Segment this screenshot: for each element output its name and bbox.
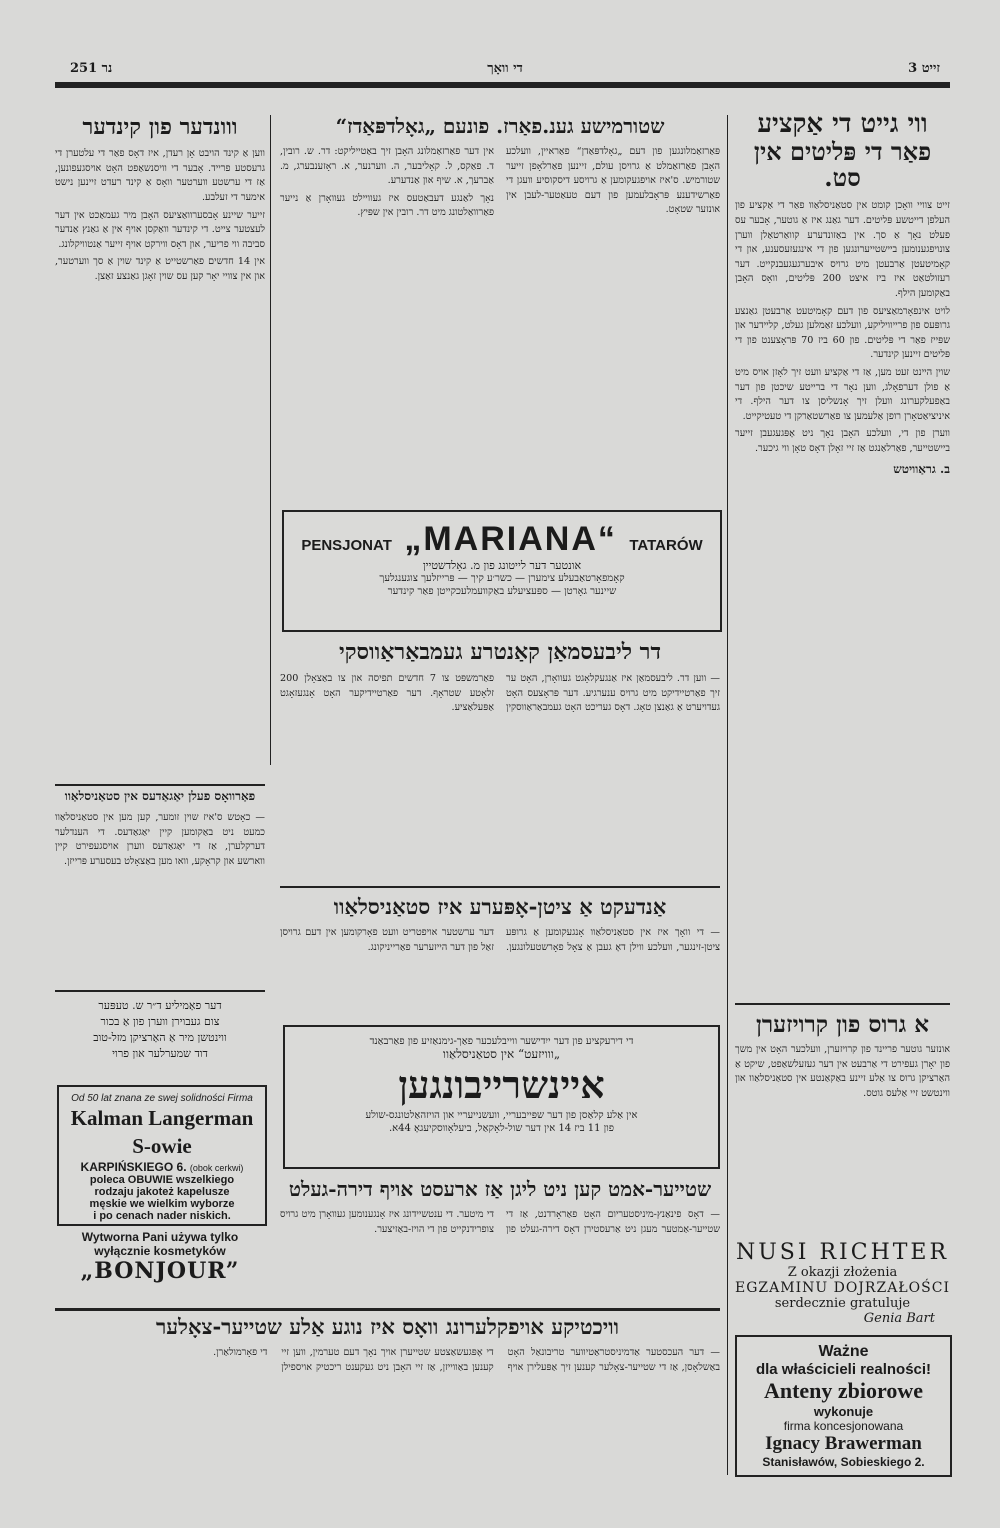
congrats-from: Genia Bart <box>863 1311 935 1326</box>
mazltov-notice <box>55 998 265 1078</box>
paragraph: אין 14 חדשים פאַרשטייט אַ קינד שוין אַ סך ווערטער, און אין צוויי יאָר קען עס שוין זאָגן גאַנצע זאַצן. <box>55 256 265 282</box>
mariana-word: PENSJONAT <box>301 537 392 554</box>
paragraph: לויט אינפאָרמאַציעס פון דעם קאָמיטעט אַרבעטן גאַנצע גרופּעס פון פרייוויליקע, וועלכע זאַמלען געלט, קליידער און שפּייז פאַר די פּליטים. פון 60 ביז 70 פּראָצענט פון די פּליטים זיינען קינדער. <box>735 305 950 361</box>
article-tax <box>280 1178 720 1308</box>
ad-line: Od 50 lat znana ze swej solidności Firma <box>71 1093 253 1104</box>
ad-landmark: (obok cerkwi) <box>189 1163 244 1173</box>
notice-line: צום געבוירן ווערן פון אַ בכור <box>100 1015 220 1028</box>
section-rule <box>55 784 265 786</box>
ad-line: Ważne <box>818 1343 869 1360</box>
article-appeal <box>55 1315 720 1475</box>
paragraph: אין דער פאַרזאַמלונג האָבן זיך באַטייליקט: דר. ש. רובין, ד. פאַקס, ל. קאָליבער, ה. ווערנער, א. ראָזענבערג, מ. אַברעך, א. שיף און אַנדערע. <box>280 146 494 187</box>
header-rule <box>55 82 950 88</box>
ad-line: firma koncesjonowana <box>783 1419 904 1433</box>
ad-line: dla właścicieli realności! <box>755 1361 932 1378</box>
article-signature: ב. גראַוויטש <box>893 462 950 477</box>
ad-line: poleca OBUWIE wszelkiego <box>89 1174 235 1186</box>
notice-line: דער פאַמיליע ד״ר ש. טעפּער <box>98 999 222 1012</box>
paragraph: זייער שיינע אָבסערוואַציעס האָבן מיר געמאַכט אין דער לעצטער צייט. די קינדער וואַקסן אויף אין אַ גאַנץ אַנדער סביבה ווי פריער, און דאָס ווירקט אויף זייער אַנטוויקלונג. <box>55 209 265 250</box>
mariana-line: אונטער דער לייטונג פון מ. גאָלדשטיין <box>422 559 582 572</box>
ad-address <box>59 1160 265 1174</box>
section-rule <box>280 886 720 888</box>
article-body: — די וואָך איז אין סטאַניסלאַוו אָנגעקומען אַ גרופּע ציטן-זינגער, וועלכע ווילן דאָ געבן אַ צאָל פאָרשטעלונגען. דער ערשטער אויפטריט וועט פאָרקומען אין דעם גרויסן זאַל פון דער הייזערער פאַרייניקונג. <box>280 927 720 953</box>
congrats-name: NUSI RICHTER <box>735 1240 950 1265</box>
article-headline: וויכטיקע אויפקלערונג וואָס איז נוגע אַלע שטייער-צאָלער <box>155 1315 620 1339</box>
congrats-line: Z okazji złożenia <box>787 1265 898 1280</box>
article-body: — דער העכסטער אַדמיניסטראַטיווער טריבונאַל האָט באַשלאָסן, אַז די שטייער-צאָלער קענען זיך אַפּעלירן אויף די אָפּגעשאַצטע שטייערן אויך נאָך דעם טערמין, ווען זיי קענען באַווייזן, אַז זיי האָבן ניט געקענט ריכטיק אויספילן די פאָרמולאַרן. <box>213 1347 720 1373</box>
article-body <box>735 199 950 477</box>
page-number: זייט 3 <box>908 61 940 76</box>
antenna-ad <box>735 1335 952 1477</box>
article-action-refugees <box>735 110 950 1100</box>
article-headline: שטייער-אמט קען ניט ליגן אַז ארעסט אויף דירה-געלט <box>288 1178 712 1201</box>
ad-line: Wytworna Pani używa tylko <box>81 1230 239 1244</box>
ad-line: wyłącznie kosmetyków <box>94 1244 226 1258</box>
langerman-ad <box>57 1085 267 1226</box>
newspaper-title: די וואָך <box>487 61 523 76</box>
article-body <box>280 145 720 222</box>
ad-line: Kalman Langerman S-owie <box>70 1106 254 1158</box>
mariana-ad <box>282 510 722 632</box>
congrats-line: serdecznie gratuluje <box>774 1296 911 1311</box>
mariana-title-row <box>284 520 720 559</box>
article-body: — ווען דר. ליבעסמאַן איז אַנגעקלאָגט געוואָרן, האָט ער זיך פאַרטיידיקט מיט גרויס ענערגיע. דער פּראָצעס האָט געדויערט אַ גאַנצן טאָג. דאָס געריכט האָט געמבאַראַווסקין פאַרמשפּט צו 7 חדשים תפיסה און צו באַצאָלן 200 זלאָטע שטראָף. דער פאַרטיידיקער האָט אָנגעזאָגט אַפּעלאַציע. <box>280 673 720 714</box>
gym-title: איינשרייבונגען <box>398 1062 605 1107</box>
notice-line: ווינטשן מיר אַ האַרציקן מזל-טוב <box>93 1031 227 1044</box>
ad-line: Stanisławów, Sobieskiego 2. <box>762 1455 925 1469</box>
article-opera <box>280 895 720 1015</box>
article-doctor <box>280 640 720 885</box>
article-kreuzer <box>735 1012 950 1237</box>
congrats-line: EGZAMINU DOJRZAŁOŚCI <box>735 1280 950 1296</box>
paragraph: שוין היינט זעט מען, אַז די אַקציע וועט זיך לאָזן אויס מיט אַ פולן דערפאָלג, ווען נאָר די ברייטע שיכטן פון דער באַפעלקערונג וועלן זיך אָנשליסן צו דער הילף. די איניציאַטאָרן רופן אַלעמען צו פאַרשטאַרקן די טעטיקייט. <box>735 366 950 422</box>
article-berries <box>55 790 265 990</box>
article-goldfaden <box>280 115 720 505</box>
congrats-ad <box>735 1240 950 1330</box>
issue-number: נר 251 <box>70 61 113 76</box>
section-rule <box>55 1308 720 1311</box>
article-body <box>55 147 265 284</box>
column-divider <box>727 115 728 1475</box>
article-headline: אַנדעקט אַ ציטן-אָפּערע איז סטאַניסלאַוו <box>333 895 667 919</box>
gym-line: פון 11 ביז 14 אין דער שול-לאָקאַל, ביעלאָווסקיעגאָ 44א. <box>388 1123 615 1134</box>
section-rule <box>55 990 265 992</box>
column-divider <box>270 115 271 765</box>
mariana-name: „MARIANA“ <box>404 520 617 558</box>
article-body: — כאָטש ס'איז שוין זומער, קען מען אין סטאַניסלאַוו כמעט ניט באַקומען קיין יאַגאַדעס. די הענדלער דערקלערן, אַז די יאַגאַדעס ווערן אויסגעפירט קיין ווארשע און קראָקע, וואו מען באַצאָלט בעסערע פּרייזן. <box>55 812 265 867</box>
article-subheadline: פאַר די פּליטים אין סט. <box>753 136 932 192</box>
ad-line: wykonuje <box>813 1404 874 1419</box>
ad-line: i po cenach nader niskich. <box>93 1210 231 1222</box>
paragraph: זייט צוויי וואָכן קומט אין סטאַניסלאַוו פאַר די אַקציע פון העלפן דייטשע פּליטים. דער גאַנג איז אַ גוטער, אָבער עס פעלט נאָך אַ סך. אין באַזונדערע קוואַרטאַלן ווערן צונויפגענומען ביישטייערונגען פון די אינגעזעסענע, און די קאָמיטעטן אַרבעטן מיט גרויס איבערגעגעבנקייט. דער רעזולטאַט איז ביז איצט 200 פּליטים, וואָס האָבן באַקומען הילף. <box>735 200 950 299</box>
ad-street: KARPIŃSKIEGO 6. <box>80 1160 187 1174</box>
ad-line: Ignacy Brawerman <box>765 1433 922 1454</box>
gym-line: אין אַלע קלאַסן פון דער שפּייבעריי, וועשנייעריי און הויזהאַלטונגס-שולע <box>365 1110 638 1121</box>
mariana-line: שיינער גאָרטן — ספּעציעלע באַקוועמלעכקייטן פאַר קינדער <box>387 586 617 597</box>
ad-brand: „BONJOUR” <box>80 1258 240 1284</box>
paragraph: ווערן פון די, וועלכע האָבן נאָך ניט אָפּגעגעבן זייער ביישטייער, פאַרלאַנגט אַז זיי זאָלן דאָס טאָן ווי גיכער. <box>735 428 950 454</box>
article-headline: א גרוס פון קרויזערן <box>755 1012 930 1038</box>
paragraph: ווען אַ קינד הויבט אָן רעדן, איז דאָס פאַר די עלטערן די גרעסטע פרייד. אָבער די וויסנשאַפט האָט אויסגעפונען, אַז די ערשטע ווערטער וואָס אַ קינד רעדט זיינען נישט אימער די זעלבע. <box>55 148 265 203</box>
paragraph: נאָך לאַנגע דעבאַטעס איז געוויילט געוואָרן אַ נייער פאַרוואַלטונג מיט דר. רובין אין שפּיץ. <box>280 192 494 219</box>
ad-line: Anteny zbiorowe <box>763 1378 924 1403</box>
ad-line: męskie we wielkim wyborze <box>89 1198 235 1210</box>
paragraph: פּאַרזאַמלונגען פון דעם „גאָלדפּאַדן“ פאַראיין, וועלכע האָבן פאַרזאַמלט אַ גרויסן עולם, זיינען פאַרלאָפן זייער שטורמיש. ס'איז אויפגעקומען אַ גרויסע דיסקוסיע וועגן די פאַרשידענע פּראָבלעמען פון דעם טעאַטער-לעבן אין אונזער שטאָט. <box>506 146 720 216</box>
article-headline: ווי גייט די אַקציע <box>757 110 928 139</box>
section-rule <box>735 1003 950 1005</box>
gym-line: די דירעקציע פון דער ייִדישער ווייבלעכער פאַך-גימנאַזיע פון פאַרבאַנד <box>369 1036 634 1047</box>
bonjour-ad <box>55 1230 265 1300</box>
mariana-place: TATARÓW <box>629 537 703 554</box>
mariana-line: קאָמפאָרטאַבעלע צימערן — כשר׳ע קיך — פּרייזלעך צוגענגלעך <box>379 573 625 584</box>
gym-line: „ווויזעט“ אין סטאַניסלאַוו <box>442 1047 561 1061</box>
article-body: אונזער גוטער פריינד פון קרויזערן, וועלכער האָט אין משך פון יאָרן געפירט די אַרבעט אין דער געזעלשאַפט, שיקט אַ האַרציקן גרוס צו אַלע זיינע באַקאַנטע אין סטאַניסלאַוו און ווינטשט זיי אַלעס גוטס. <box>735 1044 950 1100</box>
article-wonder <box>55 115 265 775</box>
gymnasium-ad <box>283 1025 720 1169</box>
article-headline: שטורמישע גענ.פאַרז. פונעם „גאָלדפּאַדז“ <box>335 115 665 138</box>
ad-line: rodzaju jakoteż kapelusze <box>94 1186 230 1198</box>
article-headline: דר ליבעסמאַן קאַנטרע געמבאַראַווסקי <box>338 640 662 665</box>
article-headline: פאַרוואָס פעלן יאַגאַדעס אין סטאַניסלאַוו <box>64 790 256 803</box>
article-headline: ווונדער פון קינדער <box>82 115 238 140</box>
notice-line: דוד שמערלער און פרוי <box>112 1047 208 1060</box>
page-header <box>70 60 940 84</box>
article-body: — דאָס פינאַנץ-מיניסטעריום האָט פאַראָרדנט, אַז די שטייער-אַמטער מעגן ניט אַרעסטירן דאָס דירה-געלט פון די מיטער. די ענטשיידונג איז אָנגענומען געוואָרן מיט גרויס צופרידנקייט פון די הויז-באַזיצער. <box>280 1209 720 1235</box>
